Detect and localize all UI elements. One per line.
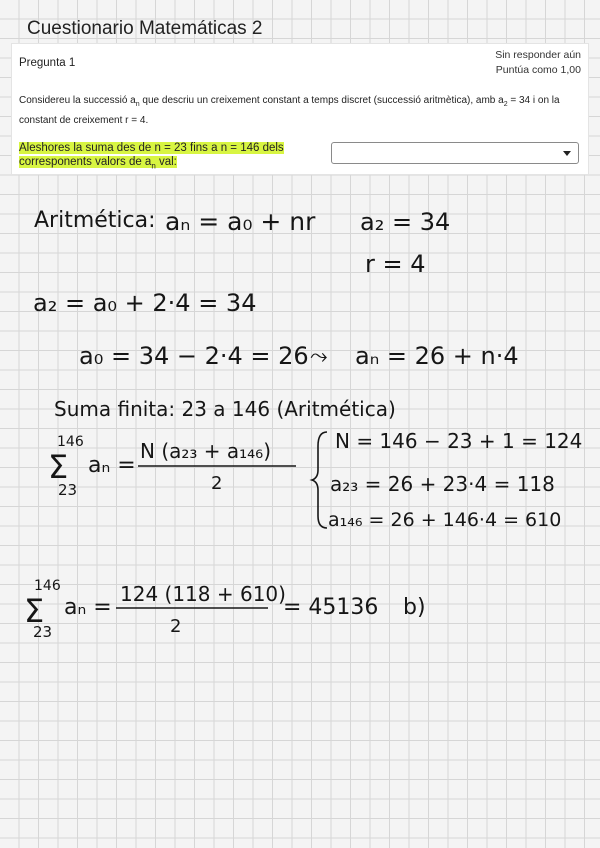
final-sum-lower-limit: 23: [33, 623, 53, 641]
final-sum-sigma: Σ: [24, 592, 45, 630]
page-title: Cuestionario Matemáticas 2: [27, 18, 263, 39]
question-score: Puntúa como 1,00: [495, 64, 581, 76]
system-brace: [312, 432, 327, 528]
answer-status: Sin responder aún: [495, 49, 581, 61]
sum-sigma: Σ: [48, 448, 69, 486]
fraction-2-denominator: 2: [170, 616, 182, 637]
final-sum-term: aₙ =: [64, 595, 112, 620]
note-arrow: ⤳: [310, 344, 328, 369]
sum-upper-limit: 146: [57, 434, 84, 450]
note-finite-sum-heading: Suma finita: 23 a 146 (Aritmética): [54, 397, 396, 421]
question-text-subscript: n: [135, 101, 140, 108]
sum-term: aₙ =: [88, 453, 136, 478]
final-result: = 45136: [283, 595, 379, 620]
prompt-text-part: val:: [155, 156, 177, 168]
system-n: N = 146 − 23 + 1 = 124: [335, 429, 583, 453]
question-text-subscript: 2: [503, 101, 508, 108]
note-given-a2: a₂ = 34: [360, 208, 451, 236]
final-sum-upper-limit: 146: [34, 578, 61, 594]
note-term-formula: aₙ = 26 + n·4: [355, 342, 519, 370]
system-a146: a₁₄₆ = 26 + 146·4 = 610: [328, 509, 562, 531]
prompt-subscript: n: [151, 161, 156, 171]
fraction-1-denominator: 2: [211, 473, 223, 494]
question-number: Pregunta 1: [19, 57, 76, 69]
question-text-part: = 34 i on la constant de creixement r = 4.: [19, 95, 560, 126]
note-equation-a0: a₀ = 34 − 2·4 = 26: [79, 342, 309, 370]
question-text-part: Considereu la successió a: [19, 95, 136, 106]
note-arithmetic-label: Aritmética:: [34, 208, 156, 233]
note-given-r: r = 4: [365, 250, 426, 278]
fraction-1-numerator: N (a₂₃ + a₁₄₆): [140, 439, 271, 463]
system-a23: a₂₃ = 26 + 23·4 = 118: [330, 472, 555, 496]
sum-lower-limit: 23: [58, 481, 78, 499]
fraction-2-numerator: 124 (118 + 610): [120, 582, 286, 606]
note-equation-a2: a₂ = a₀ + 2·4 = 34: [33, 289, 257, 317]
final-option: b): [403, 595, 426, 620]
prompt-text-part: Aleshores la suma des de n = 23 fins a n = 146 dels corresponents valors de a: [19, 142, 284, 168]
question-text-part: que descriu un creixement constant a temps discret (successió aritmètica), amb a: [139, 95, 504, 106]
note-general-formula: aₙ = a₀ + nr: [165, 207, 316, 236]
